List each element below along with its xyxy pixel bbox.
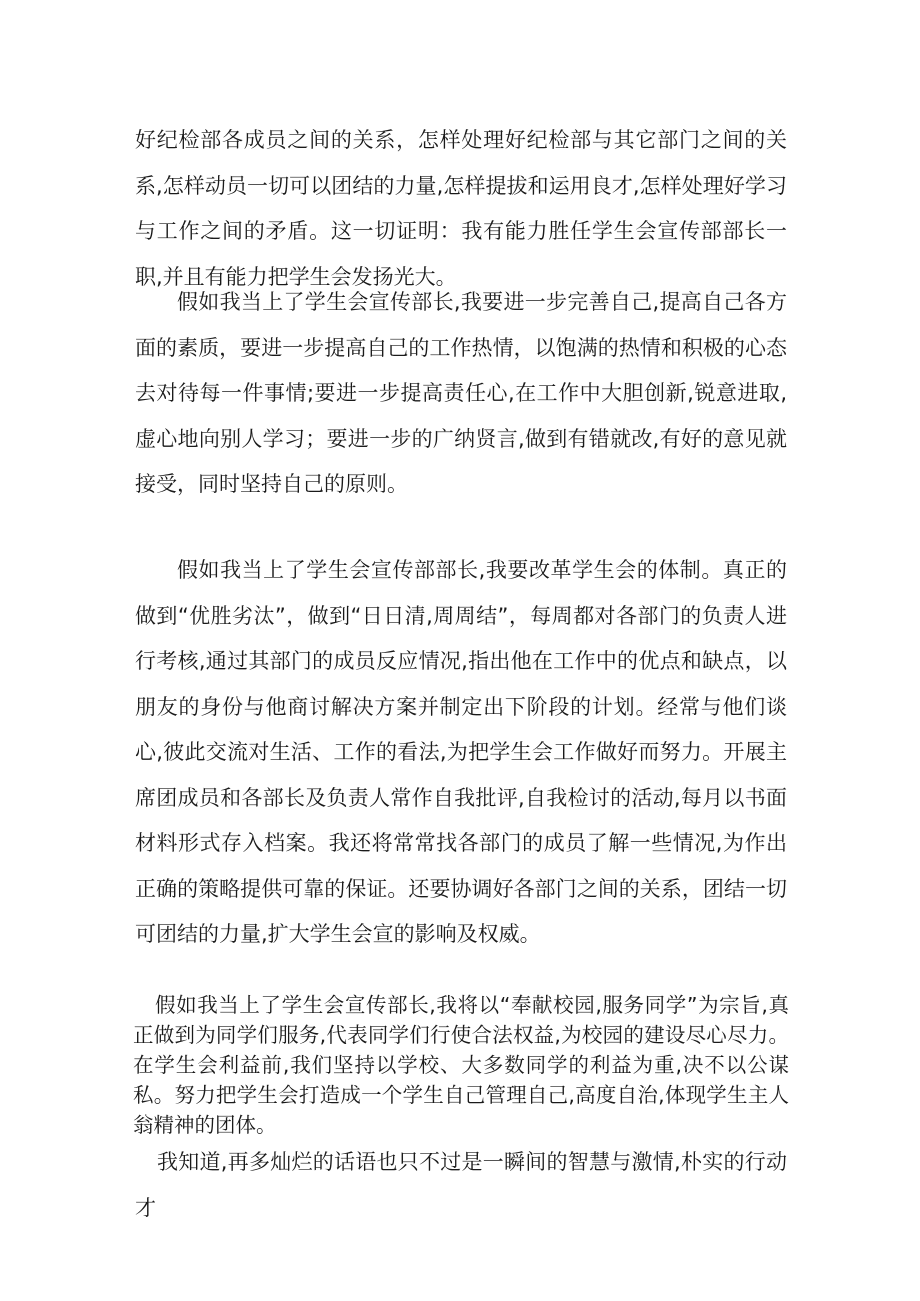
paragraph-1: 好纪检部各成员之间的关系，怎样处理好纪检部与其它部门之间的关系,怎样动员一切可以团结的力量,怎样提拔和运用良才,怎样处理好学习与工作之间的矛盾。这一切证明：我有能力胜任学生会宣传部部长一职,并且有能力把学生会发扬光大。 <box>135 128 787 289</box>
paragraph-3: 假如我当上了学生会宣传部部长,我要改革学生会的体制。真正的做到“优胜劣汰”，做到“日日清,周周结”，每周都对各部门的负责人进行考核,通过其部门的成员反应情况,指出他在工作中的优点和缺点，以朋友的身份与他商讨解决方案并制定出下阶段的计划。经常与他们谈心,彼此交流对生活、工作的看法,为把学生会工作做好而努力。开展主席团成员和各部长及负责人常作自我批评,自我检讨的活动,每月以书面材料形式存入档案。我还将常常找各部门的成员了解一些情况,为作出正确的策略提供可靠的保证。还要协调好各部门之间的关系，团结一切可团结的力量,扩大学生会宣的影响及权威。 <box>135 558 787 946</box>
paragraph-4: 假如我当上了学生会宣传部长,我将以“奉献校园,服务同学”为宗旨,真正做到为同学们服务,代表同学们行使合法权益,为校园的建设尽心尽力。在学生会利益前,我们坚持以学校、大多数同学的利益为重,决不以公谋私。努力把学生会打造成一个学生自己管理自己,高度自治,体现学生主人翁精神的团体。 <box>133 993 789 1137</box>
paragraph-2: 假如我当上了学生会宣传部长,我要进一步完善自己,提高自己各方面的素质，要进一步提高自己的工作热情，以饱满的热情和积极的心态去对待每一件事情;要进一步提高责任心,在工作中大胆创新,锐意进取,虚心地向别人学习；要进一步的广纳贤言,做到有错就改,有好的意见就接受，同时坚持自己的原则。 <box>135 290 787 496</box>
paragraph-5: 我知道,再多灿烂的话语也只不过是一瞬间的智慧与激情,朴实的行动才 <box>135 1150 787 1220</box>
